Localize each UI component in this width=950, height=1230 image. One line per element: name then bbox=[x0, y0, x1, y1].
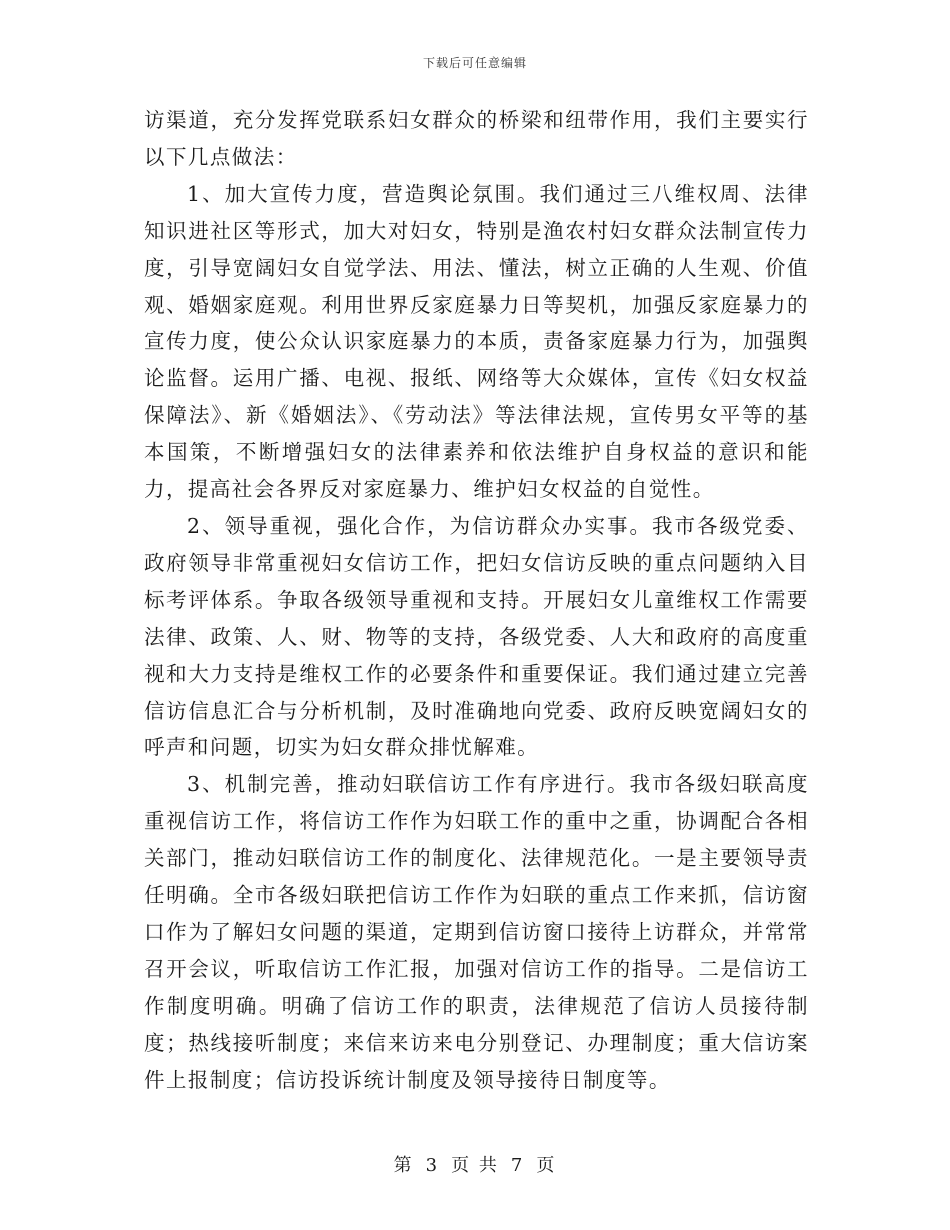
paragraph-1: 1、加大宣传力度，营造舆论氛围。我们通过三八维权周、法律知识进社区等形式，加大对妇女，特别是渔农村妇女群众法制宣传力度，引导宽阔妇女自觉学法、用法、懂法，树立正确的人生观、价值观、婚姻家庭观。利用世界反家庭暴力日等契机，加强反家庭暴力的宣传力度，使公众认识家庭暴力的本质，责备家庭暴力行为，加强舆论监督。运用广播、电视、报纸、网络等大众媒体，宣传《妇女权益保障法》、新《婚姻法》、《劳动法》等法律法规，宣传男女平等的基本国策，不断增强妇女的法律素养和依法维护自身权益的意识和能力，提高社会各界反对家庭暴力、维护妇女权益的自觉性。 bbox=[144, 181, 809, 502]
footer-prefix: 第 bbox=[393, 1155, 414, 1176]
footer-total-pages: 7 bbox=[510, 1155, 525, 1176]
page-footer bbox=[0, 1151, 950, 1177]
paragraph-3: 3、机制完善，推动妇联信访工作有序进行。我市各级妇联高度重视信访工作，将信访工作作为妇联工作的重中之重，协调配合各相关部门，推动妇联信访工作的制度化、法律规范化。一是主要领导责任明确。全市各级妇联把信访工作作为妇联的重点工作来抓，信访窗口作为了解妇女问题的渠道，定期到信访窗口接待上访群众，并常常召开会议，听取信访工作汇报，加强对信访工作的指导。二是信访工作制度明确。明确了信访工作的职责，法律规范了信访人员接待制度；热线接听制度；来信来访来电分别登记、办理制度；重大信访案件上报制度；信访投诉统计制度及领导接待日制度等。 bbox=[144, 772, 809, 1092]
footer-current-page: 3 bbox=[425, 1155, 440, 1176]
header-note: 下载后可任意编辑 bbox=[422, 56, 527, 70]
document-body bbox=[144, 102, 809, 1098]
footer-suffix: 页 bbox=[536, 1155, 557, 1176]
paragraph-2: 2、领导重视，强化合作，为信访群众办实事。我市各级党委、政府领导非常重视妇女信访工作，把妇女信访反映的重点问题纳入目标考评体系。争取各级领导重视和支持。开展妇女儿童维权工作需要法律、政策、人、财、物等的支持，各级党委、人大和政府的高度重视和大力支持是维权工作的必要条件和重要保证。我们通过建立完善信访信息汇合与分析机制，及时准确地向党委、政府反映宽阔妇女的呼声和问题，切实为妇女群众排忧解难。 bbox=[144, 513, 809, 760]
footer-middle: 页 共 bbox=[451, 1155, 499, 1176]
paragraph-continuation: 访渠道，充分发挥党联系妇女群众的桥梁和纽带作用，我们主要实行以下几点做法： bbox=[144, 108, 809, 169]
